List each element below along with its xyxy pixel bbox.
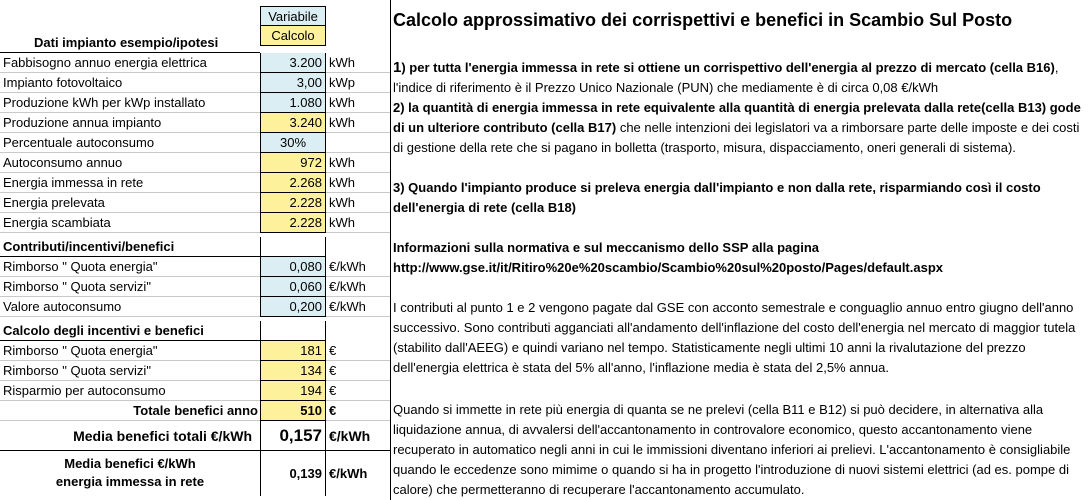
row-value[interactable]: 0,080: [260, 257, 326, 277]
media-row: [0, 421, 390, 451]
explanation-panel: [391, 0, 1090, 500]
legend-variabile-row: [0, 6, 390, 26]
row-label[interactable]: Risparmio per autoconsumo: [0, 381, 260, 401]
row-unit: kWh: [326, 113, 390, 133]
media2-value[interactable]: 0,139: [260, 451, 326, 496]
row-label[interactable]: Energia prelevata: [0, 193, 260, 213]
section2-value-empty[interactable]: [260, 237, 326, 257]
table-row: [0, 277, 390, 297]
row-value[interactable]: 3,00: [260, 73, 326, 93]
table-row: [0, 297, 390, 317]
media2-unit: €/kWh: [329, 466, 368, 481]
legend-calcolo[interactable]: Calcolo: [260, 26, 326, 46]
info-block: [393, 238, 1083, 278]
row-label[interactable]: Energia scambiata: [0, 213, 260, 233]
row-value[interactable]: 2.228: [260, 213, 326, 233]
row-value[interactable]: 972: [260, 153, 326, 173]
row-value[interactable]: 0,060: [260, 277, 326, 297]
paragraph-1-number: 1: [393, 59, 402, 76]
section3-title[interactable]: Calcolo degli incentivi e benefici: [0, 321, 260, 341]
row-label[interactable]: Valore autoconsumo: [0, 297, 260, 317]
row-unit: €/kWh: [326, 297, 390, 317]
table-row: [0, 93, 390, 113]
table-row: [0, 73, 390, 93]
row-value[interactable]: 3.200: [260, 53, 326, 73]
media2-label-line1: Media benefici €/kWh: [64, 456, 196, 471]
row-unit: kWh: [326, 193, 390, 213]
row-unit: kWh: [326, 213, 390, 233]
row-unit: €/kWh: [326, 277, 390, 297]
table-row: [0, 53, 390, 73]
info-url[interactable]: http://www.gse.it/it/Ritiro%20e%20scambio/Scambio%20sul%20posto/Pages/default.aspx: [393, 260, 944, 275]
row-label[interactable]: Percentuale autoconsumo: [0, 133, 260, 153]
row-unit: €: [326, 361, 390, 381]
info-title: Informazioni sulla normativa e sul meccanismo dello SSP alla pagina: [393, 240, 820, 255]
paragraph-2-bold: 2) la quantità di energia immessa in rete equivalente alla quantità di energia prelevata dalla rete(cella B13) gode di un ulteriore contributo (cella B17): [393, 100, 1081, 135]
row-value[interactable]: 0,200: [260, 297, 326, 317]
table-row: [0, 193, 390, 213]
table-row: [0, 173, 390, 193]
paragraph-1-bold: ) per tutta l'energia immessa in rete si ottiene un corrispettivo dell'energia al prezzo di mercato (cella B16): [401, 60, 1055, 75]
paragraph-3-bold: 3) Quando l'impianto produce si preleva energia dall'impianto e non dalla rete, risparmiando così il costo dell'energia di rete (cella B18): [393, 180, 1041, 215]
row-label[interactable]: Impianto fotovoltaico: [0, 73, 260, 93]
row-value[interactable]: 2.228: [260, 193, 326, 213]
row-unit: kWh: [326, 173, 390, 193]
table-row: [0, 133, 390, 153]
total-label[interactable]: Totale benefici anno: [0, 401, 260, 421]
paragraph-1-text: , l'indice di riferimento è il Prezzo Unico Nazionale (PUN) che mediamente è di circa 0,08 €/kWh: [393, 60, 1059, 95]
row-label[interactable]: Produzione kWh per kWp installato: [0, 93, 260, 113]
row-label[interactable]: Fabbisogno annuo energia elettrica: [0, 53, 260, 73]
table-row: [0, 153, 390, 173]
section3-value-empty[interactable]: [260, 321, 326, 341]
table-row: [0, 381, 390, 401]
paragraph-5: Quando si immette in rete più energia di quanta se ne prelevi (cella B11 e B12) si può decidere, in alternativa alla liquidazione annua, di avvalersi dell'accantonamento in controvalore economico, questo accantonamento viene recuperato in automatico negli anni in cui le immissioni diventano inferiori ai prelievi. L'accantonamento è consigliabile quando le eccedenze sono mimime o quando si ha in progetto l'introduzione di nuovi sistemi elettrici (ad es. pompe di calore) che permetteranno di recuperare l'accantonamento accumulato.: [393, 402, 1071, 497]
row-value[interactable]: 194: [260, 381, 326, 401]
total-row: [0, 401, 390, 421]
legend-variabile[interactable]: Variabile: [260, 6, 326, 26]
section2-title[interactable]: Contributi/incentivi/benefici: [0, 237, 260, 257]
row-value[interactable]: 2.268: [260, 173, 326, 193]
table-row: [0, 341, 390, 361]
media2-row: [0, 451, 390, 496]
row-value[interactable]: 134: [260, 361, 326, 381]
row-unit: €: [326, 341, 390, 361]
table-row: [0, 113, 390, 133]
row-label[interactable]: Energia immessa in rete: [0, 173, 260, 193]
row-value[interactable]: 181: [260, 341, 326, 361]
row-unit: kWp: [326, 73, 390, 93]
media-label[interactable]: Media benefici totali €/kWh: [0, 421, 260, 451]
explanation-title: Calcolo approssimativo dei corrispettivi e benefici in Scambio Sul Posto: [393, 10, 1013, 30]
paragraph-4: I contributi al punto 1 e 2 vengono pagate dal GSE con acconto semestrale e conguaglio annuo entro giugno dell'anno successivo. Sono contributi agganciati all'andamento dell'inflazione del costo dell'energia nel mercato di maggior tutela (stabilito dall'AEEG) e quindi variano nel tempo. Statisticamente negli ultimi 10 anni la rivalutazione del prezzo dell'energia elettrica è stata del 5% all'anno, l'inflazione media è stata del 2,5% annua.: [393, 300, 1076, 375]
row-label[interactable]: Autoconsumo annuo: [0, 153, 260, 173]
row-label[interactable]: Produzione annua impianto: [0, 113, 260, 133]
row-label[interactable]: Rimborso " Quota energia": [0, 257, 260, 277]
paragraph-3: [393, 178, 1083, 218]
row-unit: [326, 133, 390, 153]
media2-label-line2: energia immessa in rete: [55, 474, 205, 489]
row-unit: €: [326, 381, 390, 401]
section2-header: [0, 237, 390, 257]
media2-label[interactable]: [0, 451, 260, 496]
table-row: [0, 213, 390, 233]
paragraph-1: [393, 58, 1083, 98]
row-value[interactable]: 30%: [260, 133, 326, 153]
media-unit: €/kWh: [326, 421, 390, 451]
row-unit: kWh: [326, 53, 390, 73]
table-row: [0, 361, 390, 381]
total-value[interactable]: 510: [260, 401, 326, 421]
table-row: [0, 257, 390, 277]
total-unit: €: [326, 401, 390, 421]
row-value[interactable]: 3.240: [260, 113, 326, 133]
row-unit: kWh: [326, 93, 390, 113]
row-label[interactable]: Rimborso " Quota energia": [0, 341, 260, 361]
row-unit: kWh: [326, 153, 390, 173]
row-label[interactable]: Rimborso " Quota servizi": [0, 277, 260, 297]
section3-header: [0, 321, 390, 341]
row-value[interactable]: 1.080: [260, 93, 326, 113]
media-value[interactable]: 0,157: [260, 421, 326, 451]
paragraph-2: [393, 98, 1083, 158]
section1-title[interactable]: Dati impianto esempio/ipotesi: [0, 33, 260, 53]
section1-header: [0, 33, 390, 53]
row-unit: €/kWh: [326, 257, 390, 277]
paragraph-2-text: che nelle intenzioni dei legislatori va a rimborsare parte delle imposte e dei costi di gestione della rete che si pagano in bolletta (trasporto, misura, dispacciamento, oneri generali di sistema).: [393, 120, 1080, 155]
row-label[interactable]: Rimborso " Quota servizi": [0, 361, 260, 381]
